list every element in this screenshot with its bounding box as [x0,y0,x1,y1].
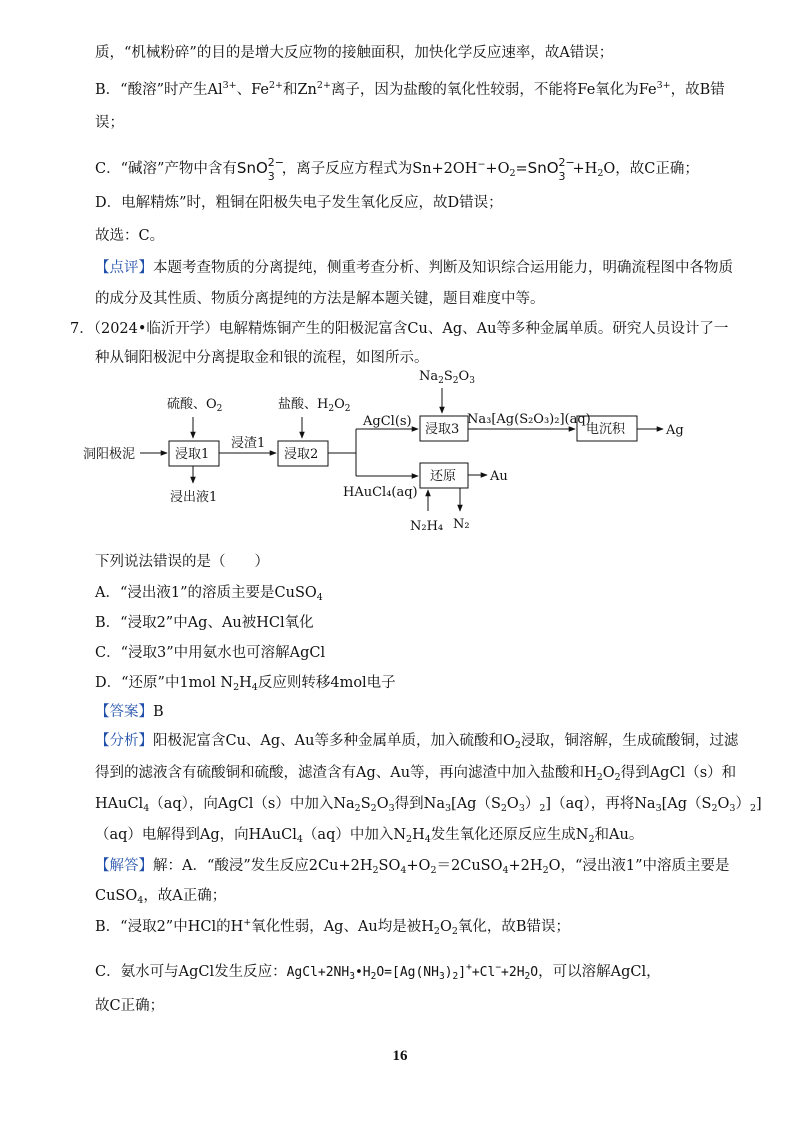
reagent-n2h4: N₂H₄ [410,519,444,534]
product-agcl: AgCl(s) [363,414,412,429]
comment-line: 【点评】本题考查物质的分离提纯，侧重考查分析、判断及知识综合运用能力，明确流程图中各物质 [95,260,733,276]
option-c-analysis: C．“碱溶”产物中含有SnO 2− 3 ，离子反应方程式为$Sn+2OH^-+O_2=SnO$ 2− 3 $+H_2O$，故C正确； [95,156,699,183]
product-silver-complex: Na₃[Ag(S₂O₃)₂](aq) [467,412,591,427]
reagent-h2so4-o2: 硫酸、$O_2$ [167,397,223,414]
residue-1: 浸渣1 [231,436,266,451]
page-number: 16 [392,1048,408,1064]
step-label-leach3: 浸取3 [425,422,460,437]
question-prompt: 下列说法错误的是（ ） [95,554,269,570]
answer-choice: 故选：C。 [95,228,165,244]
option-c: C．“浸取3”中用氨水也可溶解AgCl [95,645,326,661]
product-n2: N₂ [453,517,470,532]
reagent-hcl-h2o2: 盐酸、$H_2O_2$ [278,397,351,414]
reagent-na2s2o3: $Na_2S_2O_3$ [419,369,475,386]
analysis-line: 得到的滤液含有硫酸铜和硫酸，滤渣含有Ag、Au等，再向滤渣中加入盐酸和$H_2O_2$得到AgCl（s）和 [95,765,737,783]
step-label-leach1: 浸取1 [175,447,210,462]
comment-line: 的成分及其性质、物质分离提纯的方法是解本题关键，题目难度中等。 [95,291,545,307]
option-b-analysis: B．“酸溶”时产生$Al^{3+}$、$Fe^{2+}$和$Zn^{2+}$离子，因为盐酸的氧化性较弱，不能将Fe氧化为$Fe^{3+}$，故B错 [95,80,725,98]
option-d: D．“还原”中1mol $N_2H_4$反应则转移4mol电子 [95,675,396,693]
process-flow-diagram [80,365,720,550]
solution-line: 【解答】解：A．“酸浸”发生反应$2Cu+2H_2SO_4+O_2=2CuSO_4+2H_2O$，“浸出液1”中溶质主要是 [95,858,730,876]
option-a: A．“浸出液1”的溶质主要是CuSO$_4$ [95,585,323,603]
text-line: 误； [95,115,124,131]
product-haucl4: HAuCl₄(aq) [343,485,418,500]
question-stem: 种从铜阳极泥中分离提取金和银的流程，如图所示。 [95,350,429,366]
product-au: Au [490,469,508,484]
solution-line: 故C正确； [95,998,165,1014]
solution-line: CuSO$_4$，故A正确； [95,888,227,906]
source-anode-slime: 洞阳极泥 [83,447,136,462]
question-stem: 7．（2024•临沂开学）电解精炼铜产生的阳极泥富含Cu、Ag、Au等多种金属单质。研究人员设计了一 [70,321,729,337]
step-label-leach2: 浸取2 [284,447,319,462]
option-b: B．“浸取2”中Ag、Au被HCl氧化 [95,615,314,631]
text-line: 质，“机械粉碎”的目的是增大反应物的接触面积，加快化学反应速率，故A错误； [95,45,614,61]
analysis-line: HAuCl$_4$（aq），向AgCl（s）中加入$Na_2S_2O_3$得到$Na_3[Ag(S_2O_3)_2](aq)$，再将$Na_3[Ag(S_2O_3)_2]$ [95,796,762,814]
analysis-line: 【分析】阳极泥富含Cu、Ag、Au等多种金属单质，加入硫酸和$O_2$浸取，铜溶解，生成硫酸铜，过滤 [95,733,739,751]
answer-line: 【答案】B [95,704,164,720]
step-label-reduction: 还原 [430,469,457,484]
step-label-electrodeposition: 电沉积 [586,422,626,437]
option-d-analysis: D．电解精炼”时，粗铜在阳极失电子发生氧化反应，故D错误； [95,195,503,211]
product-ag: Ag [666,423,684,438]
analysis-line: （aq）电解得到Ag，向HAuCl$_4$（aq）中加入$N_2H_4$发生氧化还原反应生成$N_2$和Au。 [95,827,644,845]
ammonia-equation: $AgCl+2NH_3•H_2O=[Ag(NH_3)_2]^++Cl^-+2H_2O$ [286,962,539,982]
solution-line: B．“浸取2”中HCl的H+氧化性弱，Ag、Au均是被$H_2O_2$氧化，故B错误； [95,917,571,937]
solution-line: C．氨水可与AgCl发生反应：$AgCl+2NH_3•H_2O=[Ag(NH_3)_2]^++Cl^-+2H_2O$，可以溶解AgCl， [95,962,661,982]
leachate-1: 浸出液1 [170,490,218,505]
